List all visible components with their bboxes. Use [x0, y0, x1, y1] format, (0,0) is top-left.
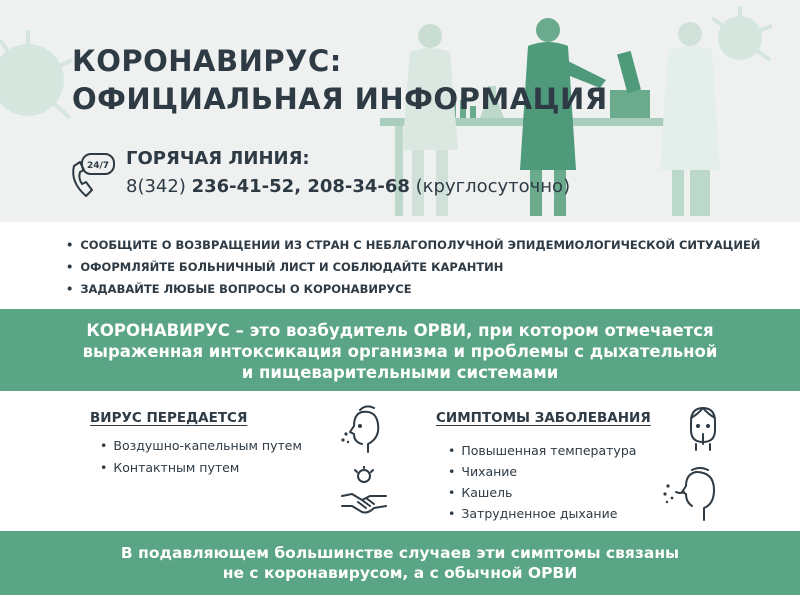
handshake-virus-icon — [340, 466, 388, 520]
symptoms-title: СИМПТОМЫ ЗАБОЛЕВАНИЯ — [436, 410, 651, 426]
symptom-item: • Кашель — [448, 485, 636, 506]
hero-banner — [0, 0, 800, 222]
advice-item: • СООБЩИТЕ О ВОЗВРАЩЕНИИ ИЗ СТРАН С НЕБЛАГОПОЛУЧНОЙ ЭПИДЕМИОЛОГИЧЕСКОЙ СИТУАЦИЕЙ — [66, 236, 760, 258]
definition-line-1: КОРОНАВИРУС – это возбудитель ОРВИ, при котором отмечается — [86, 321, 714, 340]
symptoms-list — [448, 443, 636, 527]
definition-band — [0, 309, 800, 391]
title-line-1: КОРОНАВИРУС: — [72, 44, 342, 78]
hotline-prefix: 8(342) — [126, 176, 192, 197]
coughing-person-icon — [662, 466, 726, 522]
page-title — [72, 42, 608, 118]
hotline-badge: 24/7 — [86, 161, 110, 171]
footer-line-1: В подавляющем большинстве случаев эти симптомы связаны — [120, 544, 680, 562]
title-line-2: ОФИЦИАЛЬНАЯ ИНФОРМАЦИЯ — [72, 82, 608, 116]
sneezing-person-icon — [340, 404, 388, 454]
transmission-title: ВИРУС ПЕРЕДАЕТСЯ — [90, 410, 248, 426]
hotline-label: ГОРЯЧАЯ ЛИНИЯ: — [126, 148, 310, 169]
transmission-item: • Воздушно-капельным путем — [100, 438, 302, 460]
symptom-item: • Затрудненное дыхание — [448, 506, 636, 527]
footer-line-2: не с коронавирусом, а с обычной ОРВИ — [222, 564, 578, 582]
advice-list — [66, 236, 760, 302]
hotline-suffix: (круглосуточно) — [409, 176, 571, 197]
phone-24-7-icon — [68, 152, 118, 200]
transmission-item: • Контактным путем — [100, 460, 302, 482]
advice-item: • ОФОРМЛЯЙТЕ БОЛЬНИЧНЫЙ ЛИСТ И СОБЛЮДАЙТЕ КАРАНТИН — [66, 258, 760, 280]
advice-item: • ЗАДАВАЙТЕ ЛЮБЫЕ ВОПРОСЫ О КОРОНАВИРУСЕ — [66, 280, 760, 302]
definition-line-3: и пищеварительными системами — [241, 363, 559, 382]
footer-band — [0, 531, 800, 595]
symptom-item: • Повышенная температура — [448, 443, 636, 464]
transmission-list — [100, 438, 302, 482]
hotline-number-2: 208-34-68 — [307, 176, 410, 197]
hotline-phones — [126, 176, 570, 197]
symptom-item: • Чихание — [448, 464, 636, 485]
definition-line-2: выраженная интоксикация организма и проблемы с дыхательной — [82, 342, 718, 361]
hotline-number-1: 236-41-52 — [191, 176, 295, 197]
fever-person-icon — [682, 404, 724, 452]
hotline-separator: , — [294, 176, 308, 197]
